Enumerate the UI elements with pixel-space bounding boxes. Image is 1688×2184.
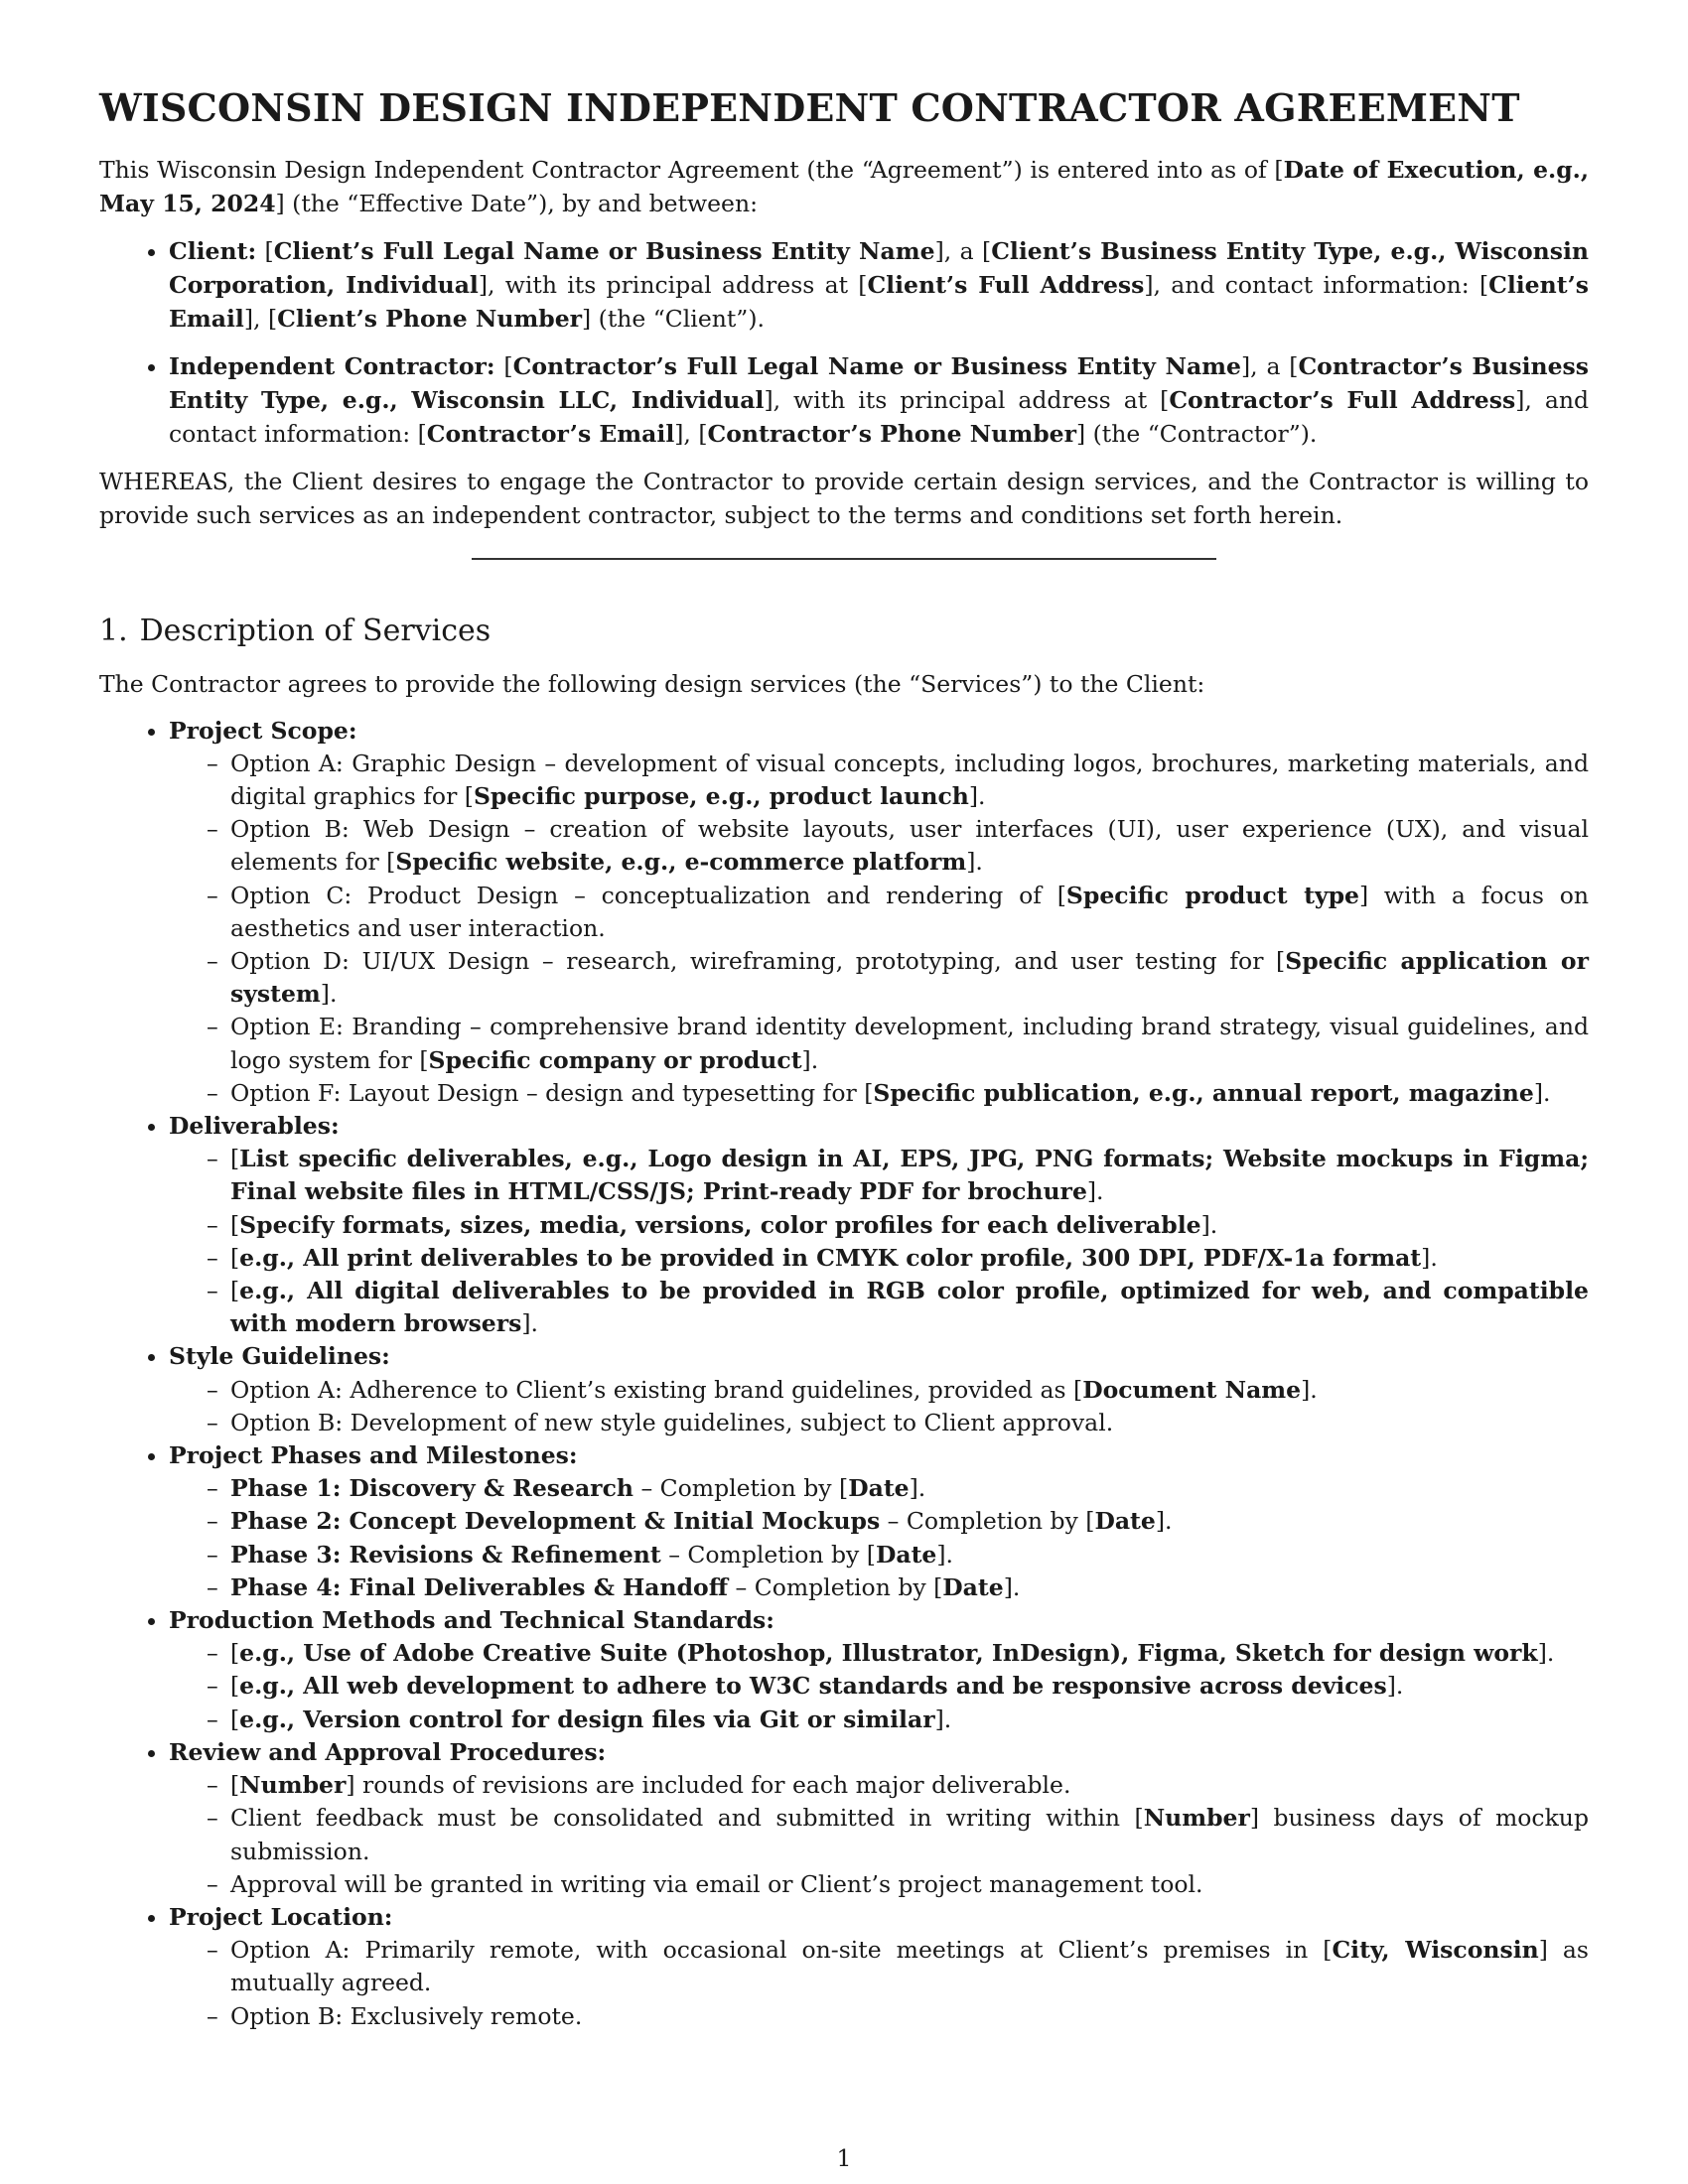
review-items [169, 1769, 1589, 1901]
section-intro: The Contractor agrees to provide the following design services (the “Services”) to the Client: [99, 669, 1205, 698]
list-item: – [Number] rounds of revisions are included for each major deliverable. [169, 1769, 1589, 1802]
list-item: – [e.g., All print deliverables to be provided in CMYK color profile, 300 DPI, PDF/X-1a format]. [169, 1242, 1589, 1275]
production-items [169, 1637, 1589, 1736]
list-item: – Option C: Product Design – conceptualization and rendering of [Specific product type] with a focus on aesthetics and user interaction. [169, 880, 1589, 945]
list-item: – Option A: Graphic Design – development of visual concepts, including logos, brochures, marketing materials, and digital graphics for [Specific purpose, e.g., product launch]. [169, 748, 1589, 813]
list-item: – Phase 1: Discovery & Research – Completion by [Date]. [169, 1472, 1589, 1505]
phase-items [169, 1472, 1589, 1604]
list-item: – Phase 2: Concept Development & Initial Mockups – Completion by [Date]. [169, 1505, 1589, 1538]
whereas-paragraph: WHEREAS, the Client desires to engage the Contractor to provide certain design services, and the Contractor is willing to provide such services as an independent contractor, subject to the terms and conditions set forth herein. [99, 467, 1589, 529]
parties-list [99, 234, 1589, 451]
list-item: – Option B: Web Design – creation of website layouts, user interfaces (UI), user experience (UX), and visual elements for [Specific website, e.g., e-commerce platform]. [169, 813, 1589, 879]
location-options [169, 1934, 1589, 2033]
document-title: WISCONSIN DESIGN INDEPENDENT CONTRACTOR AGREEMENT [99, 85, 1520, 130]
list-item: • Deliverables: – [List specific deliverables, e.g., Logo design in AI, EPS, JPG, PNG formats; Website mockups in Figma; Final website files in HTML/CSS/JS; Print-ready PDF for brochure]. – [Specify formats, sizes, media, versions, color profiles for each deliverable]. – [e.g., All print deliverables to be provided in CMYK color profile, 300 DPI, PDF/X-1a format]. – [e.g., All digital deliverables to be provided in RGB color profile, optimized for web, and compatible with modern browsers]. [169, 1110, 1589, 1340]
list-item: – [e.g., All web development to adhere to W3C standards and be responsive across devices]. [169, 1670, 1589, 1703]
list-item: – [e.g., All digital deliverables to be provided in RGB color profile, optimized for web, and compatible with modern browsers]. [169, 1275, 1589, 1340]
list-item: – Option A: Adherence to Client’s existing brand guidelines, provided as [Document Name]. [169, 1374, 1589, 1407]
contractor-party: • Independent Contractor: [Contractor’s Full Legal Name or Business Entity Name], a [Contractor’s Business Entity Type, e.g., Wisconsin LLC, Individual], with its principal address at [Contractor’s Full Address], and contact information: [Contractor’s Email], [Contractor’s Phone Number] (the “Contractor”). [169, 349, 1589, 451]
list-item: – [Specify formats, sizes, media, versions, color profiles for each deliverable]. [169, 1209, 1589, 1242]
list-item: – Option D: UI/UX Design – research, wireframing, prototyping, and user testing for [Specific application or system]. [169, 945, 1589, 1011]
list-item: – Option F: Layout Design – design and typesetting for [Specific publication, e.g., annual report, magazine]. [169, 1077, 1589, 1110]
style-options [169, 1374, 1589, 1439]
section-divider [472, 558, 1216, 560]
list-item: – [e.g., Version control for design files via Git or similar]. [169, 1704, 1589, 1736]
list-item: • Project Scope: – Option A: Graphic Design – development of visual concepts, including logos, brochures, marketing materials, and digital graphics for [Specific purpose, e.g., product launch]. – Option B: Web Design – creation of website layouts, user interfaces (UI), user experience (UX), and visual elements for [Specific website, e.g., e-commerce platform]. – Option C: Product Design – conceptualization and rendering of [Specific product type] with a focus on aesthetics and user interaction. – Option D: UI/UX Design – research, wireframing, prototyping, and user testing for [Specific application or system]. – Option E: Branding – comprehensive brand identity development, including brand strategy, visual guidelines, and logo system for [Specific company or product]. – Option F: Layout Design – design and typesetting for [Specific publication, e.g., annual report, magazine]. [169, 715, 1589, 1110]
client-party: • Client: [Client’s Full Legal Name or Business Entity Name], a [Client’s Business Entity Type, e.g., Wisconsin Corporation, Individual], with its principal address at [Client’s Full Address], and contact information: [Client’s Email], [Client’s Phone Number] (the “Client”). [169, 234, 1589, 336]
scope-options [169, 748, 1589, 1110]
list-item: – Option B: Development of new style guidelines, subject to Client approval. [169, 1407, 1589, 1439]
list-item: – Option B: Exclusively remote. [169, 2000, 1589, 2033]
section-heading: 1. Description of Services [99, 613, 492, 648]
page-number: 1 [836, 2144, 852, 2172]
list-item: – [List specific deliverables, e.g., Logo design in AI, EPS, JPG, PNG formats; Website mockups in Figma; Final website files in HTML/CSS/JS; Print-ready PDF for brochure]. [169, 1143, 1589, 1208]
list-item: – Client feedback must be consolidated and submitted in writing within [Number] business days of mockup submission. [169, 1802, 1589, 1867]
list-item: – Option E: Branding – comprehensive brand identity development, including brand strategy, visual guidelines, and logo system for [Specific company or product]. [169, 1011, 1589, 1076]
deliverables-items [169, 1143, 1589, 1340]
document-page [99, 85, 1589, 2033]
list-item: – Option A: Primarily remote, with occasional on-site meetings at Client’s premises in [City, Wisconsin] as mutually agreed. [169, 1934, 1589, 1999]
services-list [99, 715, 1589, 2033]
list-item: – Phase 3: Revisions & Refinement – Completion by [Date]. [169, 1539, 1589, 1571]
intro-paragraph: This Wisconsin Design Independent Contractor Agreement (the “Agreement”) is entered into as of [Date of Execution, e.g., May 15, 2024] (the “Effective Date”), by and between: [99, 155, 1589, 217]
list-item: • Project Phases and Milestones: – Phase 1: Discovery & Research – Completion by [Date]. – Phase 2: Concept Development & Initial Mockups – Completion by [Date]. – Phase 3: Revisions & Refinement – Completion by [Date]. – Phase 4: Final Deliverables & Handoff – Completion by [Date]. [169, 1439, 1589, 1604]
list-item: • Project Location: – Option A: Primarily remote, with occasional on-site meetings at Client’s premises in [City, Wisconsin] as mutually agreed. – Option B: Exclusively remote. [169, 1901, 1589, 2033]
list-item: • Production Methods and Technical Standards: – [e.g., Use of Adobe Creative Suite (Photoshop, Illustrator, InDesign), Figma, Sketch for design work]. – [e.g., All web development to adhere to W3C standards and be responsive across devices]. – [e.g., Version control for design files via Git or similar]. [169, 1604, 1589, 1736]
list-item: – Approval will be granted in writing via email or Client’s project management tool. [169, 1868, 1589, 1901]
list-item: • Review and Approval Procedures: – [Number] rounds of revisions are included for each major deliverable. – Client feedback must be consolidated and submitted in writing within [Number] business days of mockup submission. – Approval will be granted in writing via email or Client’s project management tool. [169, 1736, 1589, 1901]
list-item: • Style Guidelines: – Option A: Adherence to Client’s existing brand guidelines, provided as [Document Name]. – Option B: Development of new style guidelines, subject to Client approval. [169, 1340, 1589, 1439]
list-item: – Phase 4: Final Deliverables & Handoff – Completion by [Date]. [169, 1571, 1589, 1604]
list-item: – [e.g., Use of Adobe Creative Suite (Photoshop, Illustrator, InDesign), Figma, Sketch for design work]. [169, 1637, 1589, 1670]
